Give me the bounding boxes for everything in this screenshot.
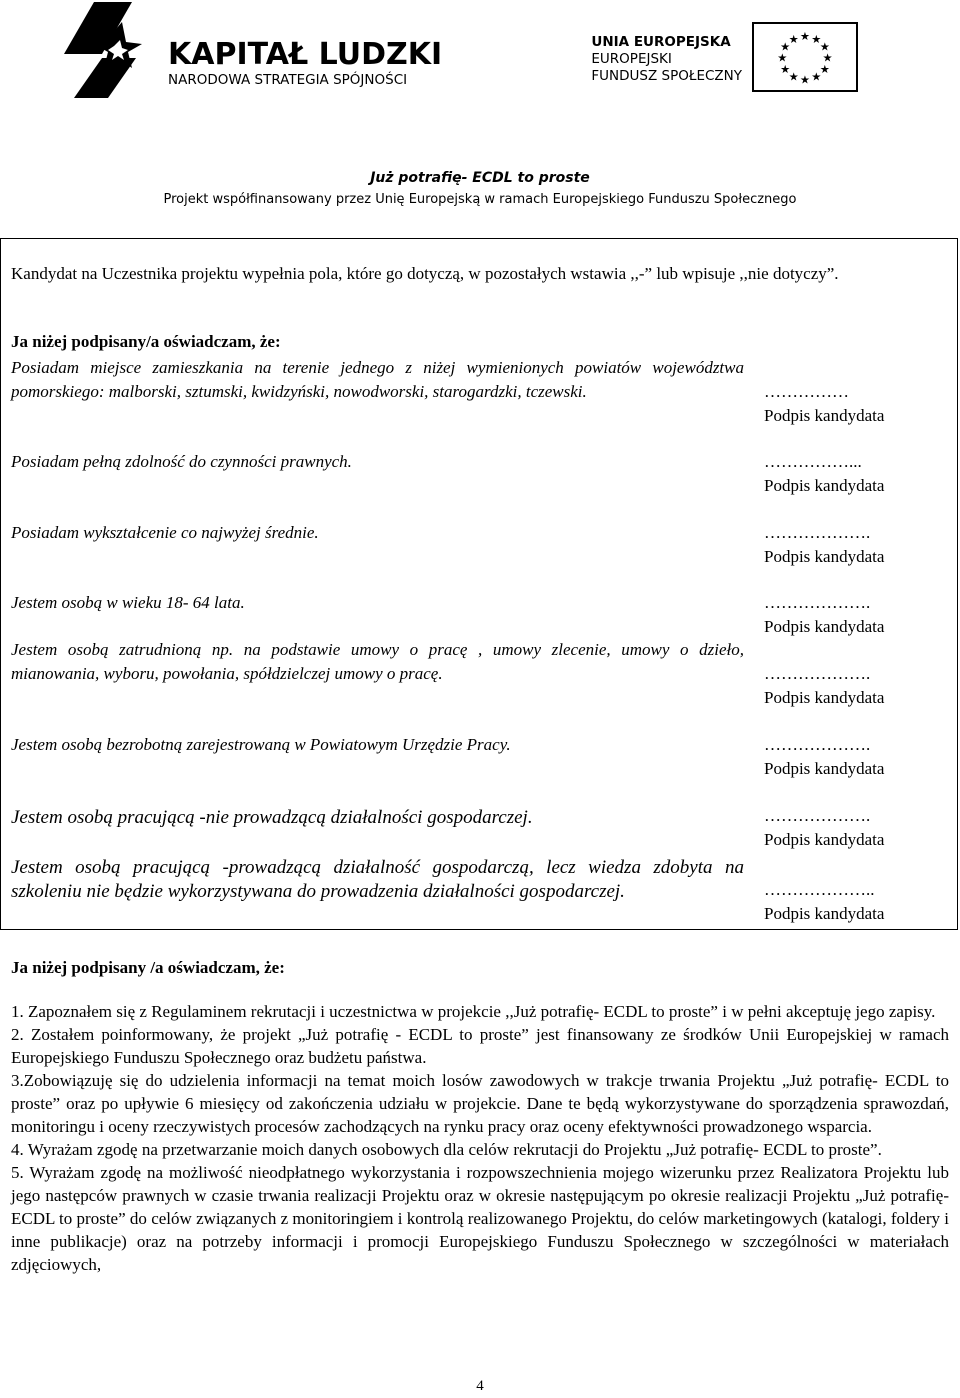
svg-text:★: ★ <box>811 32 822 46</box>
form-heading: Ja niżej podpisany/a oświadczam, że: <box>11 332 281 351</box>
svg-text:★: ★ <box>819 63 830 77</box>
declarations-list <box>11 1000 949 1276</box>
eu-flag-icon <box>752 22 858 92</box>
kapital-ludzki-title: KAPITAŁ LUDZKI <box>168 37 443 72</box>
project-subtitle: Projekt współfinansowany przez Unię Europejską w ramach Europejskiego Funduszu Społecznego <box>163 192 797 207</box>
signature-label: Podpis kandydata <box>764 547 885 566</box>
svg-text:★: ★ <box>777 51 788 65</box>
statement-employed: Jestem osobą zatrudnioną np. na podstawie umowy o pracę , umowy zlecenie, umowy o dzieło, mianowania, wyboru, powołania, spółdzielczej umowy o pracę. <box>11 640 744 683</box>
declarations-heading: Ja niżej podpisany /a oświadczam, że: <box>11 958 285 977</box>
svg-text:★: ★ <box>788 32 799 46</box>
signature-label: Podpis kandydata <box>764 759 885 778</box>
signature-dots: ………………. <box>764 735 871 754</box>
signature-label: Podpis kandydata <box>764 688 885 707</box>
form-instruction: Kandydat na Uczestnika projektu wypełnia pola, które go dotyczą, w pozostałych wstawia ,,-” lub wpisuje ,,nie dotyczy”. <box>11 264 839 283</box>
signature-dots: ……………….. <box>764 880 875 899</box>
signature-dots: ………………. <box>764 664 871 683</box>
svg-text:★: ★ <box>822 51 833 65</box>
signature-field-legal-capacity[interactable] <box>764 450 944 498</box>
declaration-item: 5. Wyrażam zgodę na możliwość nieodpłatnego wykorzystania i rozpowszechnienia mojego wizerunku przez Realizatora Projektu lub jego następców prawnych w czasie trwania realizacji Projektu oraz w okresie następującym po okresie realizacji Projektu „Już potrafię- ECDL to proste” do celów związanych z monitoringiem i kontrolą realizowanego Projektu, do celów marketingowych (katalogi, foldery i inne publikacje) oraz na potrzeby informacji i promocji Europejskiego Funduszu Społecznego w szczególności w materiałach zdjęciowych, <box>11 1163 949 1274</box>
signature-dots: ………………. <box>764 806 871 825</box>
signature-label: Podpis kandydata <box>764 617 885 636</box>
signature-field-employed[interactable] <box>764 662 944 710</box>
signature-field-education[interactable] <box>764 521 944 569</box>
page-number: 4 <box>476 1378 484 1394</box>
signature-field-residence[interactable] <box>764 380 944 428</box>
statement-residence: Posiadam miejsce zamieszkania na terenie jednego z niżej wymienionych powiatów województwa pomorskiego: malborski, sztumski, kwidzyński, nowodworski, starogardzki, tczewski. <box>11 358 744 401</box>
eu-logo-line1: UNIA EUROPEJSKA <box>591 34 731 50</box>
signature-label: Podpis kandydata <box>764 904 885 923</box>
signature-label: Podpis kandydata <box>764 476 885 495</box>
signature-dots: ………………. <box>764 523 871 542</box>
statement-working-no-business: Jestem osobą pracującą -nie prowadzącą działalności gospodarczej. <box>11 807 533 828</box>
statement-unemployed: Jestem osobą bezrobotną zarejestrowaną w Powiatowym Urzędzie Pracy. <box>11 735 511 754</box>
signature-dots: …………… <box>764 382 849 401</box>
signature-field-age[interactable] <box>764 591 944 639</box>
signature-label: Podpis kandydata <box>764 830 885 849</box>
kapital-ludzki-subtitle: NARODOWA STRATEGIA SPÓJNOŚCI <box>168 72 408 88</box>
signature-field-working-with-business[interactable] <box>764 878 944 926</box>
svg-text:★: ★ <box>819 40 830 54</box>
svg-text:★: ★ <box>780 40 791 54</box>
signature-field-working-no-business[interactable] <box>764 804 944 852</box>
svg-text:★: ★ <box>811 70 822 84</box>
declaration-item: 3.Zobowiązuję się do udzielenia informacji na temat moich losów zawodowych w trakcje trwania Projektu „Już potrafię- ECDL to proste” oraz po upływie 6 miesięcy od zakończenia udziału w projekcie. Dane te będą wykorzystywane do sporządzenia sprawozdań, monitoringu i oceny rzeczywistych procesów zachodzących na rynku pracy oraz oceny efektywności prowadzonego wsparcia. <box>11 1071 949 1136</box>
eu-logo-line2: EUROPEJSKI <box>591 51 672 67</box>
statement-education: Posiadam wykształcenie co najwyżej średnie. <box>11 523 319 542</box>
statement-legal-capacity: Posiadam pełną zdolność do czynności prawnych. <box>11 452 352 471</box>
svg-text:★: ★ <box>799 73 811 87</box>
eu-logo-line3: FUNDUSZ SPOŁECZNY <box>591 68 742 84</box>
signature-dots: ……………... <box>764 452 862 471</box>
svg-text:★: ★ <box>799 30 811 44</box>
signature-label: Podpis kandydata <box>764 406 885 425</box>
project-title: Już potrafię- ECDL to proste <box>370 170 590 186</box>
kapital-ludzki-logo <box>62 2 180 98</box>
statement-age: Jestem osobą w wieku 18- 64 lata. <box>11 593 245 612</box>
signature-dots: ………………. <box>764 593 871 612</box>
declaration-item: 1. Zapoznałem się z Regulaminem rekrutacji i uczestnictwa w projekcie ,,Już potrafię- ECDL to proste” i w pełni akceptuję jego zapisy. <box>11 1002 936 1021</box>
signature-field-unemployed[interactable] <box>764 733 944 781</box>
statement-working-with-business: Jestem osobą pracującą -prowadzącą działalność gospodarczą, lecz wiedza zdobyta na szkoleniu nie będzie wykorzystywana do prowadzenia działalności gospodarczej. <box>11 857 744 902</box>
svg-text:★: ★ <box>788 70 799 84</box>
declaration-item: 2. Zostałem poinformowany, że projekt „Już potrafię - ECDL to proste” jest finansowany ze środków Unii Europejskiej w ramach Europejskiego Funduszu Społecznego oraz budżetu państwa. <box>11 1025 949 1067</box>
svg-text:★: ★ <box>780 63 791 77</box>
declaration-item: 4. Wyrażam zgodę na przetwarzanie moich danych osobowych dla celów rekrutacji do Projektu „Już potrafię- ECDL to proste”. <box>11 1140 882 1159</box>
eu-logo-text <box>591 34 742 85</box>
